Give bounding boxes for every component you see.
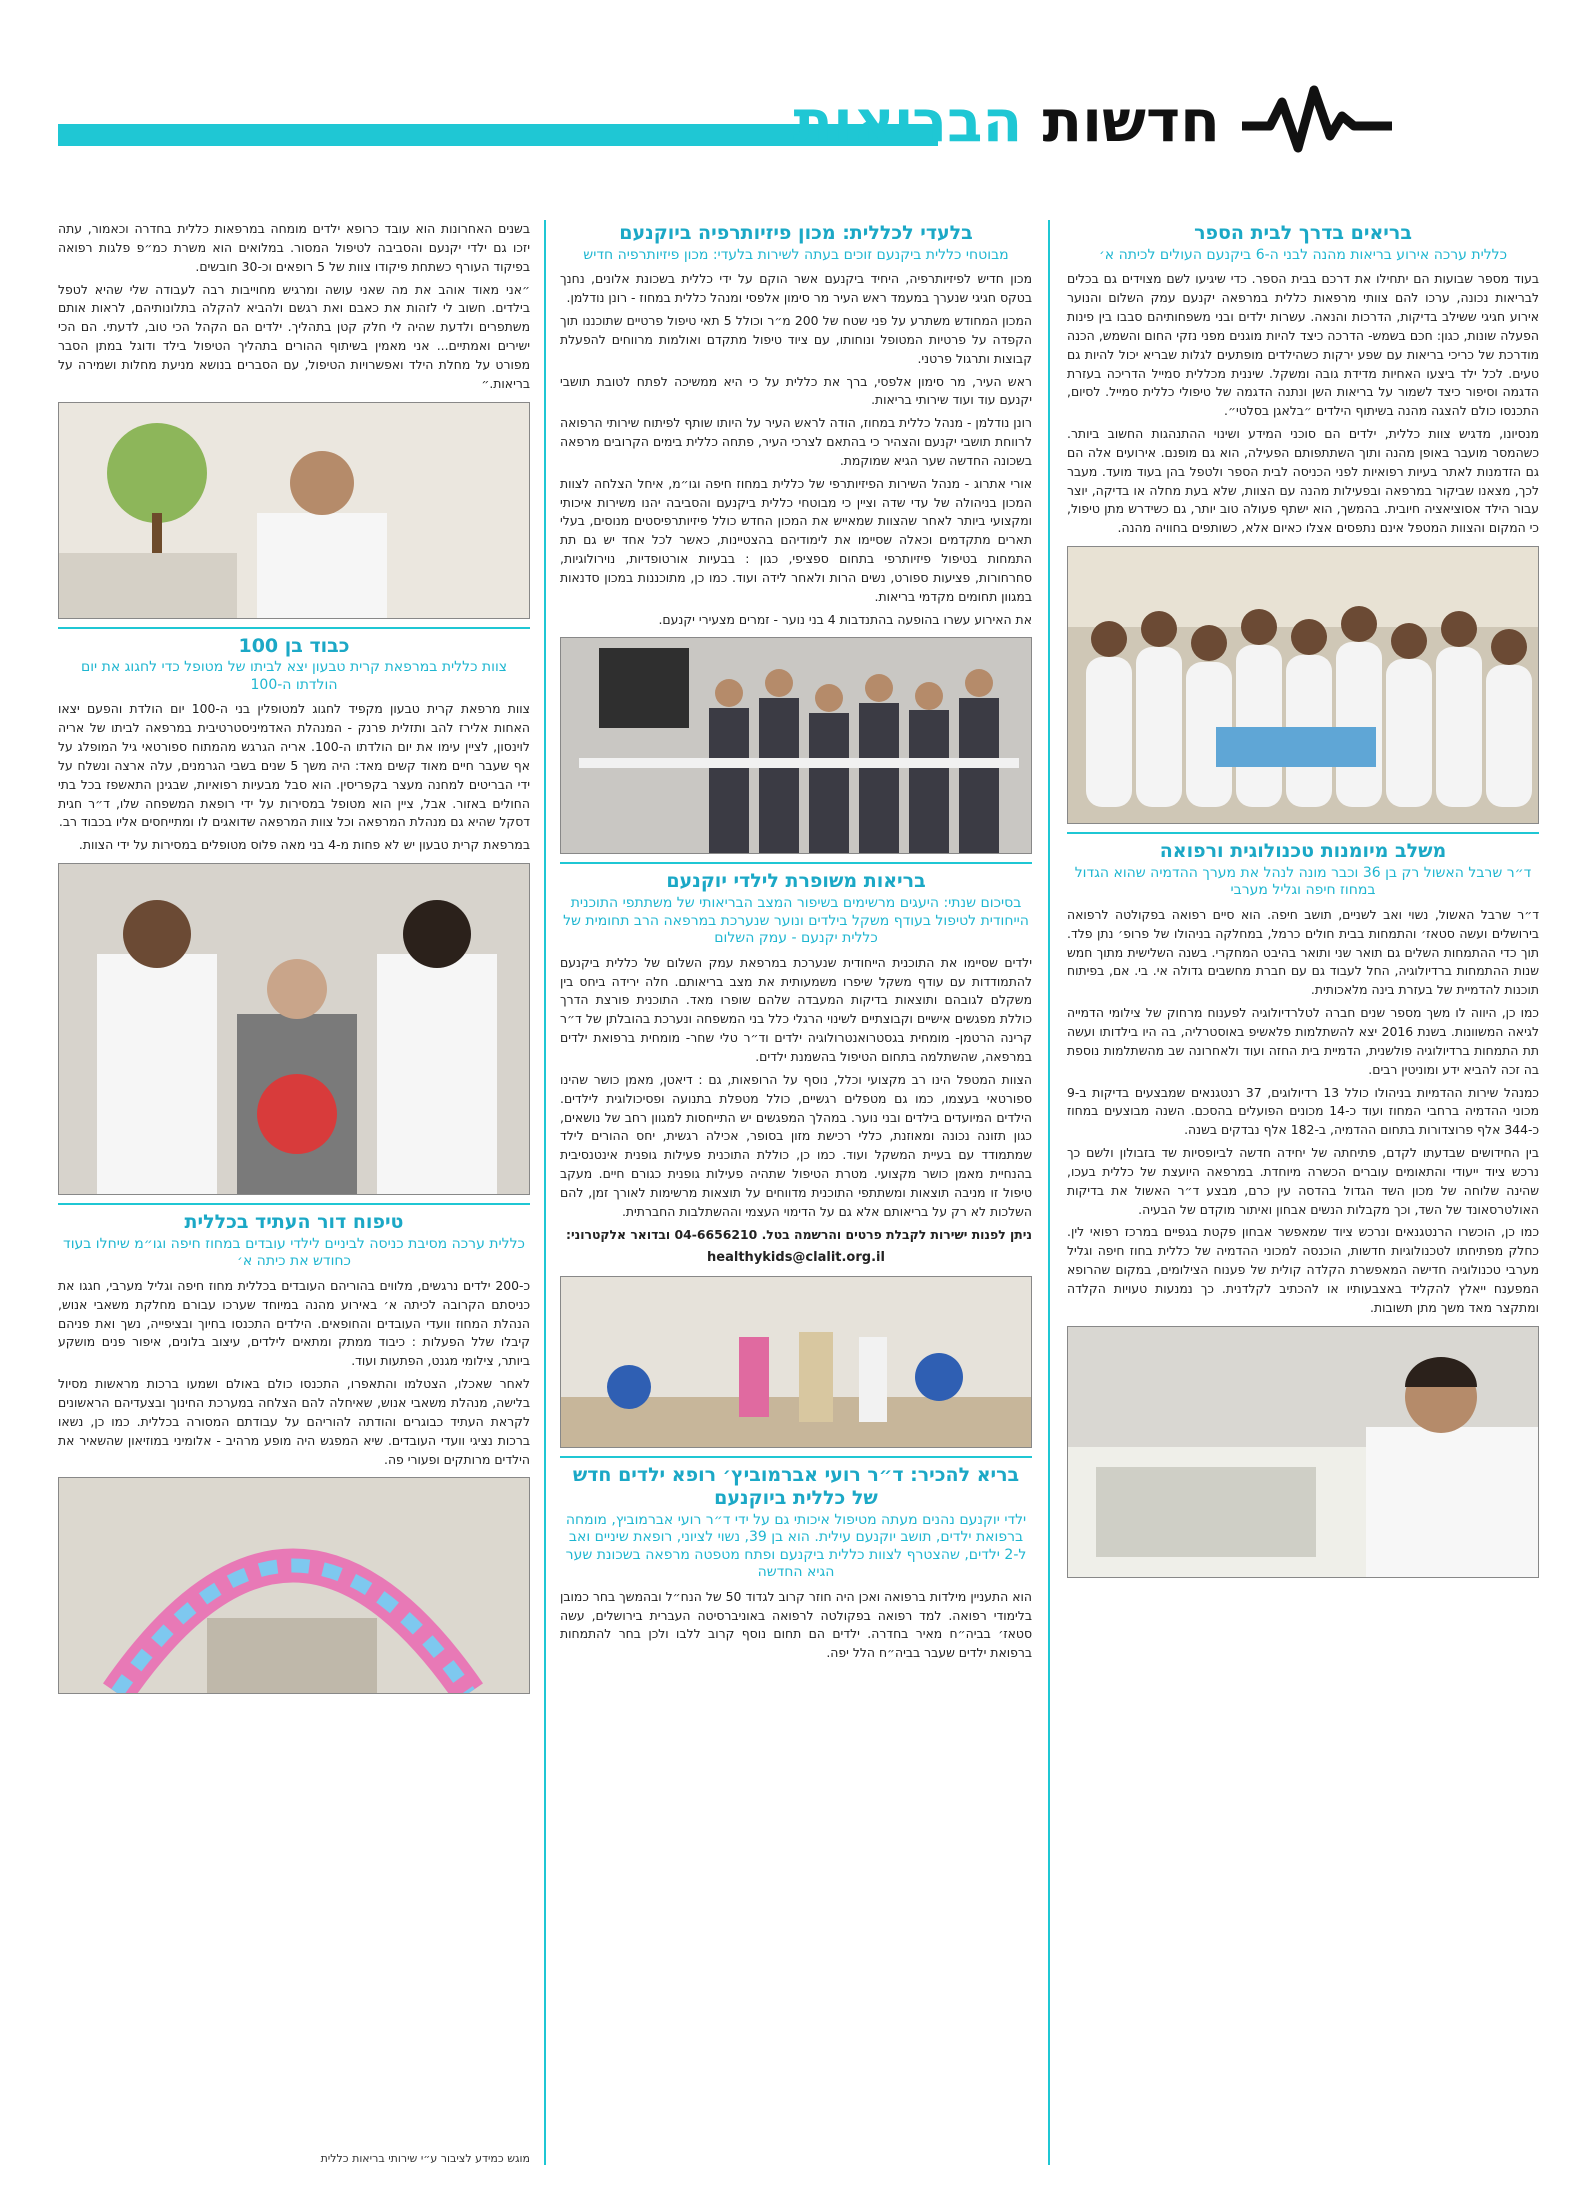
middle-column [560, 220, 1032, 2165]
article-paragraph: ״אני מאוד אוהב את מה שאני עושה ומרגיש מחוייבות רבה לעבודה שלי שהיא לטפל בילדים. חשוב לי לזהות את כאבם ואת רגשם ולהביא להקלה בתלונותיהם, לראות אותם משתפרים ולדעת שהיה לי חלק קטן בתהליך. ילדים הם הקהל הכי טוב, לדעתי. הם הכי ישירים ואמתיים... אני מאמין בשיתוף ההורים בתהליך הטיפול בילד ודוגל במתן הסבר מפורט על מחלת הילד ואפשרויות הטיפול, עם הסברים בנושא מניעת מחלות ושמירה על בריאות.״ [58, 281, 530, 391]
article-paragraph: רונן נודלמן - מנהל כללית במחוז, הודה לראש העיר על היותו שותף לפיתוח שירותי הרפואה לרווחת תושבי יקנעם והצהיר כי בהתאם לצרכי העיר, פתחה כללית בימים הקרובים מרפאה בשכונה החדשה שער הגיא שמוקמת. [559, 415, 1032, 468]
article-title: כבוד בן 100 [238, 634, 350, 657]
article-title: טיפוח דור העתיד בכללית [184, 1211, 404, 1234]
article-divider [58, 627, 530, 629]
article-pediatrician-continued [58, 220, 530, 619]
right-column [1067, 220, 1539, 2165]
article-paragraph: ילדים שסיימו את התוכנית הייחודית שנערכת במרפאת עמק השלום של כללית ביקנעם להתמודדות עם עודף משקל שיפרו משמעותית את מצב בריאותם. חלה ירידה ביחס בין משקלם לגובהם ותוצאות בדיקות המעבדה שלהם שופרו מאד. התוכנית פורצת הדרך כוללת מפגשים אישיים וקבוצתיים לשינוי הרגלי כלל בני המשפחה ונערכת בהובלתן של ד״ר קרינה הרטמן- מומחית בגסטרואנטרולוגיה ילדים וד״ר טלי שחר- מומחית ברפואת ילדים במרפאה, שהשתלמה בתחום הטיפול בהשמנת ילדים. [560, 954, 1032, 1064]
article-paragraph: בעוד מספר שבועות הם יתחילו את דרכם בבית הספר. כדי שיגיעו לשם מצוידים גם בכלים לבריאות נכונה, ערכו להם צוותי מרפאות כללית במרפאה יקנעם עמק השלום והנוער אירוע חגיגי ששילב בדיקות, הדרכות והנאה. עשרות ילדים ובני משפחותיהם סבבו בין פינות הפעלה שונות, כגון: חכם בשמש- הדרכה כיצד להיות מוגנים מפני נזקי החום והשמש, הכנה מודרכת של כריכי בריאות עם שפע ירקות כשהילדים מופתעים לגלות שבריא יכול להיות גם טעים. לכל ילד ביצעו האחיות מדידת גובה ומשקל. שיננית מכללית סמייל הדריכה בעזרת הדגמה וסיפור כיצד לשמור על בריאות השן ונתנה הדגמה של טיפולי כללית סמייל. לסיום, התכנסו כולם להצגה מהנה בשיתוף הילדים ״בלאגן בסלטי״. [1067, 271, 1539, 419]
article-paragraph: בשנים האחרונות הוא עובד כרופא ילדים מומחה במרפאות כללית בחדרה וכאמור, עתה יזכו גם ילדי יקנעם והסביבה לטיפול המסור. במלואים הוא משרת כמ״פ פלגות רפואה בפיקוד העורף כשתחת פיקודו צוות של 5 רופאים וכ-30 חובשים. [58, 221, 530, 274]
left-column [58, 220, 530, 2165]
article-subtitle: ד״ר שרבל האשול רק בן 36 וכבר מונה לנהל את מערך ההדמיה שהוא הגדול במחוז חיפה וגליל מערבי [1074, 864, 1532, 899]
article-paragraph: את האירוע עשרו בהופעה בהתנדבות 4 בני נוער - זמרים מצעירי יקנעם. [658, 611, 1032, 627]
article-subtitle: כללית ערכה אירוע בריאות מהנה לבני ה-6 ביקנעם העולים לכיתה א׳ [1098, 246, 1508, 263]
photo-staff-group [1067, 546, 1539, 824]
masthead-title-part1: חדשות [1042, 87, 1220, 155]
article-paragraph: ד״ר שרבל האשול, נשוי ואב לשניים, תושב חיפה. הוא סיים רפואה בפקולטה לרפואה בירושלים ועשה סטאז׳ והתמחות בבית חולים כרמל, במחלקה בניהולו של פרופ׳ נתן פלד. תוך כדי ההתמחות השלים גם תואר שני ותואר בהיבט המחקרי. בשנה השלישית מתוך חמש שנות ההתמחות ברדיולוגיה, החל לעבוד גם עם חברת מחשבים גדולה אי. בי. אם, בפיתוח תוכנות להדמיית של בעזרת בינה מלאכותית. [1067, 906, 1539, 998]
article-100-birthday [58, 635, 530, 1196]
photo-balloon-arch [58, 1477, 530, 1694]
article-future-generation [58, 1211, 530, 1694]
photo-birthday-visit [58, 863, 530, 1195]
article-subtitle: צוות כללית במרפאת קרית טבעון יצא לביתו של מטופל כדי לחגוג את יום הולדתו ה-100 [80, 659, 508, 693]
masthead-title [793, 87, 1220, 155]
article-paragraph: מנסיונו, מדגיש צוות כללית, ילדים הם סוכני המידע ושינוי ההתנהגות החשוב ביותר. כשהמסר מועבר באופן מהנה ותוך השתתפותם הפעילה, הוא גם מופנם. אירועים אלה הם גם הזדמנות לאתר בעיות רפואיות לפני הכניסה לבית הספר ולטפל בהן בעוד מועד. מעבר לכך, מצאנו שביקור במרפאה ובפעילות מהנה עם הצוות, שלא בעת מחלה או בדיקה, יוצר עבור הילד אסוציאציה חיובית. בהמשך, הוא ישתף פעולה טוב יותר, גם כשידרש מתן טיפול, כי המקום והצוות המטפל אינם נתפסים אצלו כאיום אלא, כשותפים בחוויה מהנה. [1067, 426, 1539, 536]
article-paragraph: הוא התעניין מילדות ברפואה ואכן היה חוזר קרוב לגדוד 50 של הנח״ל ובהמשך בחר כמובן בלימודי רפואה. למד רפואה בפקולטה לרפואה באוניברסיטה העברית בירושלים, עשה סטאז׳ בביה״ח מאיר בחדרה. ילדים הם תחום נוסף קרוב ללבו ולכן בחר להתמחות ברפואת ילדים שעבר בביה״ח הלל יפה. [560, 1588, 1032, 1661]
photo-doctor-imaging [1067, 1326, 1539, 1578]
article-divider [560, 1456, 1032, 1458]
article-subtitle: כללית ערכה מסיבת כניסה לביניים לילדי עובדים במחוז חיפה וגו״מ שיחלו בעוד כחודש את כיתה א׳ [63, 1235, 525, 1270]
article-title: משלב מיומנות טכנולוגית ורפואה [1159, 840, 1447, 863]
column-divider-right [1048, 220, 1050, 2165]
article-divider [58, 1203, 530, 1205]
article-imaging-director [1067, 840, 1539, 1578]
article-subtitle: מבוטחי כללית ביקנעם זוכים בעתה לשירות בלעדי: מכון פיזיותרפיה חדיש [583, 246, 1009, 263]
article-divider [560, 862, 1032, 864]
article-paragraph: במרפאת קרית טבעון יש לא פחות מ-4 בני מאה פלוס מטופלים במסירות על ידי הצוות. [78, 837, 530, 853]
contact-text: ניתן לפנות ישירות לקבלת פרטים והרשמה בטל. 04-6656210 ובדואר אלקטרוני: [566, 1226, 1032, 1242]
article-subtitle: ילדי יוקנעם נהנים מעתה מטיפול איכותי גם על ידי ד״ר רועי אברמוביץ, מומחה ברפואת ילדים, תושב יוקנעם עילית. הוא בן 39, נשוי לציוני, רופאת שיניים ואב ל-2 ילדים, שהצטרף לצוות כללית ביקנעם ופתח מטפטה מרפאה בשכונת שער הגיא החדשה [565, 1511, 1027, 1581]
article-subtitle: בסיכום שנתי: היעגים מרשימים בשיפור המצב הבריאותי של משתתפי התוכנית הייחודית לטיפול בעודף משקל בילדים ונוער שנערכת במרפאה הרב תחומית של כללית יקנעם - עמק השלום [563, 895, 1029, 947]
article-paragraph: צוות מרפאת קרית טבעון מקפיד לחגוג למטופלין בני ה-100 יום הולדת והפעם יצאו האחות אלירז להב ותזלית פרנק - המנהלת האדמיניסטרטיבית במרפאה לביתו של אריה לוינסון, לציין עימו את יום הולדתו ה-100. אריה הגרגש מהמתוח ספורטאי גיל המופלג על אף שעבר חיים מאוד קשים מאד: היה משך 5 שנים בשבי הגרמנים, עלה ארצה ונשלח על ידי הבריטים למחנה מעצר בקפריסין. הוא סבל מבעיות רפואיות, שבגינן התאשפז בכל בתי החולים באזור. אבל, ציין הוא מטופל במסירות על ידי רופאת המשפחה שלו, ד״ר חגית דסקל שהיא גם מנהלת המרפאה וכל צוות המרפאה שדואגים לו ומתייחסים אליו בכבוד רב. [58, 701, 531, 830]
article-paragraph: אורי אתרוג - מנהל השירות הפיזיותרפי של כללית במחוז חיפה וגו״מ, איחל הצלחה לצוות המכון בניהולה של עדי שדה וציין כי מבוטחי כללית ביקנעם והסביבה יהנו משירות איכותי ומקצועי ביותר לאחר שהצוות שמאייש את המכון החדש כולל פיזיותרפיסטים מנוסים, בעלי תארים מתקדמים וכאלה שסיימו את לימודיהם בהצטיינות, כאשר לכל אחד יש גם תת התמחות בטיפול פיזיותרפי בתחום ספציפי, כגון : בבעיות אורטופדיות, נוירולוגיות, סחרחורות, פציעות ספורט, נשים הרות ולאחר לידה ועוד. כמו כן, מתוכננות במכון סדנאות במגוון תחומים מקדמי בריאות. [560, 475, 1032, 604]
article-paragraph: כמנהל שירות ההדמיות בניהולו כולל 13 רדיולוגים, 37 רנטגנאים שמבצעים בדיקות ב-9 מכוני ההדמיה ברחבי המחוז ועוד כ-14 מכונים הפועלים בהסכם. השנה מבוצעים במחוז כ-344 אלף פרוצדורות בתחום ההדמיה, ב-182 אלף נבדקים בשנה. [1067, 1084, 1539, 1138]
article-paragraph: ראש העיר, מר סימון אלפסי, ברך את כללית על כי היא ממשיכה לפתח לטובת תושבי יקנעם עוד ועוד שירותי בריאות. [560, 373, 1032, 408]
article-title: בריאות משופרת לילדי יוקנעם [666, 870, 926, 893]
photo-kids-exercise [560, 1276, 1032, 1448]
photo-pediatrician [58, 402, 530, 619]
article-title: בלעדי לכללית: מכון פיזיותרפיה ביוקנעם [619, 222, 973, 244]
article-paragraph: כמו כן, הוכשרו הרנטגנאים ונרכש ציוד שמאפשר אבחון פקטת בגפיים במרכז רפואי לין. כחלק מפתיחתו לטכנולוגיות חדשות, הוכנסה למכוני ההדמיה של כללית בחוז חיפה וגליל מערבי טכנולוגיה חדישה המאפשרת הקלדה קולית של פענוח הצילומים, במקום שהרופא המפענח ייאלץ להקליד באצבעותיו או להכתיב לקלדנית. כך נמנעות טעויות הקלדה ומתקצר מאד משך מתן תשובות. [1067, 1224, 1539, 1315]
article-email-line [560, 1248, 1032, 1268]
column-divider-left [544, 220, 546, 2165]
article-title: בריא להכיר: ד״ר רועי אברמוביץ׳ רופא ילדים חדש של כללית ביוקנעם [572, 1464, 1020, 1509]
article-divider [1067, 832, 1539, 834]
article-contact [560, 1226, 1032, 1245]
masthead-title-part2: הבריאות [793, 87, 1023, 155]
publisher-credit: מוגש כמידע לציבור ע״י שירותי בריאות כללית [320, 2152, 530, 2165]
article-new-pediatrician [560, 1464, 1032, 1663]
photo-ribbon-cutting [560, 637, 1032, 854]
article-title: בריאים בדרך לבית הספר [1194, 222, 1412, 244]
article-paragraph: לאחר שאכלו, הצטלמו והתאפרו, התכנסו כולם באולם ושמעו ברכות מראשות מסיול בלישה, מנהלת משאבי אנוש, שאיחלה להם הצלחה במערכת החינוך ובצעדיהם הראשונים לקראת העתיד כבוגרים והודתה להוריהם על עבודתם המסורה בכללית. כמו כן, נשאו ברכות נציגי וועדי העובדים. שיא המפגש היה מופע מרהיב - אלומיני במוזיאון שהשאיר את הילדים מרותקים ופעורי פה. [58, 1376, 530, 1467]
article-paragraph: המכון המחודש משתרע על פני שטח של 200 מ״ר וכולל 5 תאי טיפול פרטיים שתוכננו תוך הקפדה על פרטיות המטופל ונוחותו, עם ציוד טיפול מתקדם ואולמות מרווחים להפעלת קבוצות ותרגול פרטני. [560, 312, 1032, 366]
article-paragraph: מכון חדיש לפיזיותרפיה, היחיד ביקנעם אשר הוקם על ידי כללית בשכונת אלונים, נחנך בטקס חגיגי שנערך במעמד ראש העיר מר סימון אלפסי ומנהל כללית במחוז - רונן נודלמן. [560, 271, 1032, 306]
article-paragraph: בין החידושים שבדעתו לקדם, פתיחתה של יחידה חדשה לביופסיות שד בזבולון ולשם כך נרכש ציוד ייעודי והתאומים עוברים הכשרה מיוחדת. במרפאה היועצת של כללית בעכו, שהינה שלוחה של מכון השד הגדול בהדסה עין כרם, מבצע ד״ר האשול את בדיקות האולטרסאונד של השד, וכך מקבלות הנשים אבחון ואיתור מוקדם של הבעיה. [1067, 1145, 1539, 1217]
heartbeat-logo-icon [1242, 84, 1392, 154]
article-healthy-kids [560, 870, 1032, 1448]
contact-email-link[interactable]: healthykids@clalit.org.il [707, 1250, 885, 1266]
article-paragraph: הצוות המטפל הינו רב מקצועי וכלל, נוסף על הרופאות, גם : דיאטן, מאמן כושר שהינו ספורטאי בעצמו, כמו גם מטפלים רגשיים, כולל מטפלת בתנועה ופסיכולוגית לילדים. הילדים המיועדים בילדים ובני נוער. במהלך המפגשים יש התייחסות למגוון רחב של נושאים, כגון תזונה נכונה ומאוזנת, כללי רכישת מזון בסופר, אכילה רגשית, יחס ההורים לילד שמתמודד עם בעיית המשקל ועוד. כמו כן, כוללת התוכנית פעילות גופנית אינטנסיבית בהנחיית מאמן כושר מקצועי. מטרת הטיפול שתהיה פעילות גופנית כגורם חיים. מעקב טיפול זו מניבה תוצאות ומשתתפי התוכנית מדווחים על תוצאות מרשימות לאורך זמן, להם השלכות לא רק על בריאותם אלא גם על הדימוי העצמי וההשתלבות החברתית. [560, 1071, 1032, 1219]
article-healthy-school [1067, 222, 1539, 824]
article-paragraph: כ-200 ילדים נרגשים, מלווים בהוריהם העובדים בכללית מחוז חיפה וגליל מערבי, חגגו את כניסתם הקרובה לכיתה א׳ באירוע מהנה במיוחד שערכו עבורם מחלקת משאבי אנוש, הנהלת המחוז וועדי העובדים והחופאים. הילדים התכנסו בחיוך ובציפייה, נשך ואת פניהם קיבלו שלל הפעלות : כיבוד ממתק ומתאים לילדים, עיצוב בלונים, איפור פנים מושקע ביותר, צילומי מגנט, הפתעות ועוד. [58, 1277, 530, 1369]
article-physiotherapy [560, 222, 1032, 854]
article-paragraph: כמו כן, היווה לו משך מספר שנים חברה לטלרדיולוגיה לפענוח מרחוק של צילומי הדמייה לגיאה המשוונות. בשנת 2016 יצא להשתלמות פלאשיפ באוסטרליה, בה היו בילדותו ועשה תת התמחות ברדיולוגיה פולשנית, הדמיית בית החזה ועוד ולאחרונה שב מהשתלמות נוספת בה זכה להביא ידע ומוניטין רבים. [1067, 1005, 1539, 1077]
